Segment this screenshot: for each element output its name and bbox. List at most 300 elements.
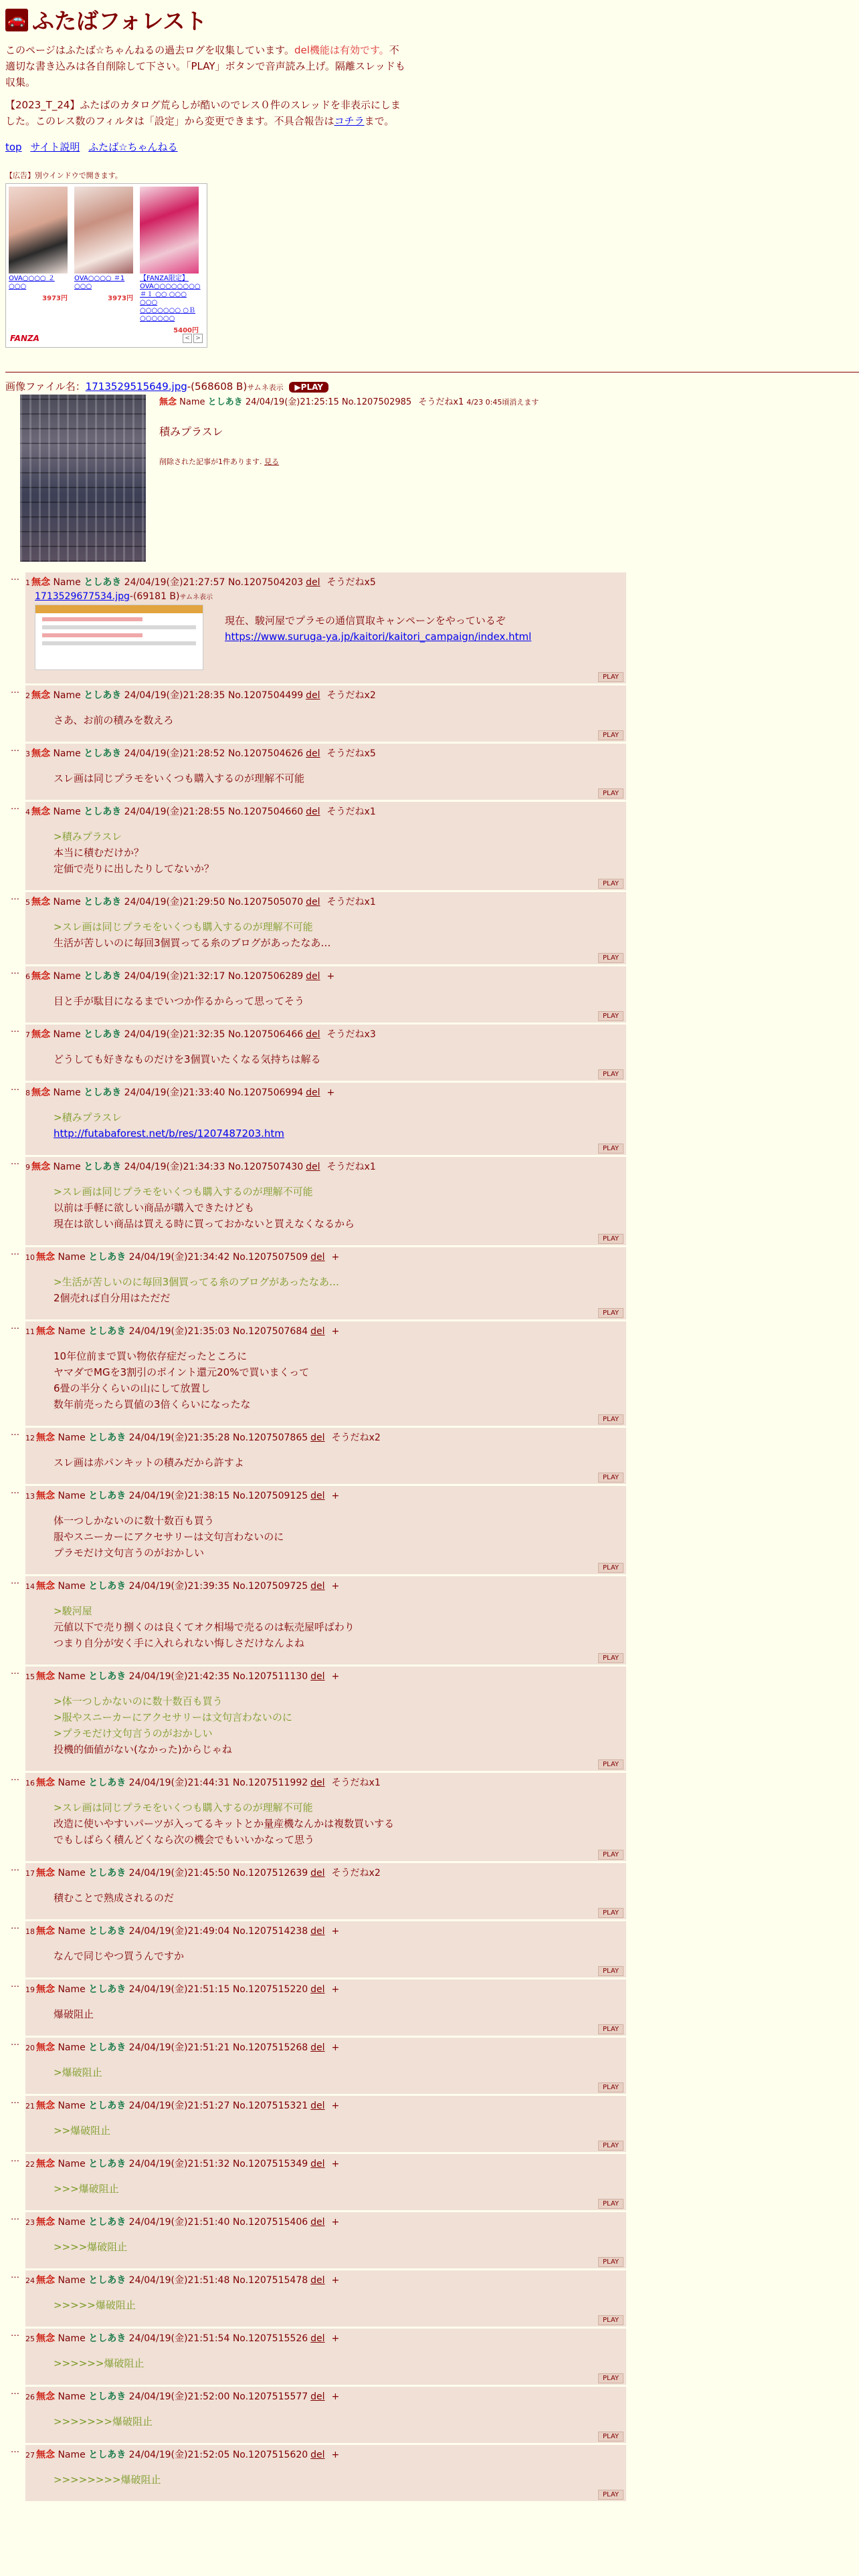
reply-header [25, 1027, 626, 1041]
text-line: 数年前売ったら買値の3倍くらいになったな [54, 1398, 251, 1410]
reply-datetime: 24/04/19(金)21:51:21 [128, 2042, 230, 2053]
reply-dots: … [11, 744, 19, 754]
name-label: Name [58, 2275, 86, 2286]
sodane-button[interactable]: そうだねx1 [326, 807, 376, 817]
op-info [159, 395, 539, 562]
reply-link[interactable]: https://www.suruga-ya.jp/kaitori/kaitori_campaign/index.html [225, 631, 532, 643]
sodane-button[interactable]: + [331, 1491, 340, 1501]
play-button[interactable]: PLAY [598, 672, 624, 682]
reply-post-no[interactable]: No.1207506466 [227, 1029, 304, 1040]
reply-dots: … [11, 2096, 19, 2106]
text-line: 爆破阻止 [54, 2008, 94, 2020]
reply-datetime: 24/04/19(金)21:51:48 [128, 2275, 230, 2286]
play-button[interactable]: PLAY [598, 1850, 624, 1860]
reply-post-no[interactable]: No.1207514238 [232, 1926, 308, 1937]
play-button[interactable]: PLAY [598, 1144, 624, 1154]
op-subject: 無念 [159, 397, 177, 407]
reply-header [25, 1160, 626, 1173]
reply-row [11, 1157, 854, 1245]
reply-datetime: 24/04/19(金)21:45:50 [128, 1868, 230, 1879]
sodane-button[interactable]: そうだねx2 [331, 1868, 381, 1879]
reply-header [25, 1579, 626, 1592]
reply-post-no[interactable]: No.1207507430 [227, 1162, 304, 1172]
play-button[interactable]: PLAY [598, 1308, 624, 1318]
play-button[interactable]: PLAY [598, 1966, 624, 1976]
ad-image[interactable] [9, 187, 68, 274]
ad-items [6, 184, 207, 337]
quote-line: >>>>>>爆破阻止 [54, 2357, 145, 2369]
reply [25, 1773, 626, 1861]
quote-line: >スレ画は同じプラモをいくつも購入するのが理解不可能 [54, 1802, 313, 1814]
reply [25, 1576, 626, 1665]
reply-file-link[interactable]: 1713529677534.jpg [35, 591, 130, 602]
text-line: 投機的価値がない(なかった)からじゃね [54, 1743, 232, 1755]
reply-post-no[interactable]: No.1207507865 [232, 1432, 308, 1443]
play-button[interactable]: PLAY [598, 730, 624, 740]
play-button[interactable]: PLAY [598, 1473, 624, 1483]
reply-post-no[interactable]: No.1207504626 [227, 748, 304, 759]
name-label: Name [58, 2101, 86, 2111]
futaba-link[interactable]: ふたば☆ちゃんねる [88, 141, 178, 153]
site-notice [5, 97, 407, 129]
sodane-button[interactable]: + [331, 2159, 340, 2169]
reply-datetime: 24/04/19(金)21:35:28 [128, 1432, 230, 1443]
reply [25, 572, 626, 683]
reply-row [11, 1773, 854, 1861]
text-line: 改造に使いやすいパーツが入ってるキットとか量産機なんかは複数買いする [54, 1818, 395, 1830]
name-label: Name [58, 1926, 86, 1937]
reply-dots: … [11, 1025, 19, 1035]
reply-header [25, 1776, 626, 1789]
notice-text-end: まで。 [364, 115, 395, 127]
del-link[interactable]: del [306, 577, 320, 588]
reply-row [11, 892, 854, 964]
reply-datetime: 24/04/19(金)21:32:35 [124, 1029, 225, 1040]
reply-datetime: 24/04/19(金)21:49:04 [128, 1926, 230, 1937]
reply-number: 23 [25, 2218, 35, 2227]
del-link[interactable]: del [310, 2159, 325, 2169]
reply-body [54, 712, 626, 728]
sodane-button[interactable]: + [331, 2333, 340, 2344]
reply-subject: 無念 [36, 1868, 55, 1879]
text-line: ヤマダでMGを3割引のポイント還元20%で買いまくって [54, 1366, 310, 1378]
reply-body [54, 2472, 626, 2488]
reply-header [25, 895, 626, 908]
site-title: ふたばフォレスト [32, 8, 207, 34]
reply-link[interactable]: http://futabaforest.net/b/res/1207487203.htm [54, 1128, 284, 1140]
del-link[interactable]: del [310, 2333, 325, 2344]
reply-dots: … [11, 2270, 19, 2280]
reply-row [11, 2038, 854, 2094]
del-link[interactable]: del [306, 1087, 320, 1098]
reply-body [54, 2064, 626, 2080]
play-button[interactable]: PLAY [598, 2024, 624, 2034]
image-line [42, 625, 196, 629]
reply-file-line [35, 591, 213, 602]
play-button[interactable]: PLAY [598, 2315, 624, 2325]
ad-prev-button[interactable]: < [183, 334, 192, 343]
ad-item-name[interactable]: 【FANZA限定】OVA○○○○○○○○＃１ ○○ ○○○ ○○○ ○○○○○○○ ○Ｂ○○○○○○ [140, 275, 201, 322]
reply-post-no[interactable]: No.1207506994 [227, 1087, 304, 1098]
name-label: Name [53, 1087, 81, 1098]
quote-line: >生活が苦しいのに毎回3個買ってる糸のブログがあったなあ… [54, 1276, 339, 1288]
deleted-note [159, 456, 539, 467]
name-label: Name [58, 1252, 86, 1263]
sodane-button[interactable]: + [331, 2042, 340, 2053]
reply-number: 27 [25, 2451, 35, 2460]
sodane-button[interactable]: + [331, 2391, 340, 2402]
quote-line: >駿河屋 [54, 1605, 92, 1617]
play-button[interactable]: PLAY [598, 1069, 624, 1079]
reply-body [54, 829, 626, 877]
reply-name: としあき [84, 1162, 122, 1172]
del-link[interactable]: del [306, 897, 320, 907]
reply-row [11, 1025, 854, 1081]
reply-post-no[interactable]: No.1207511130 [232, 1671, 308, 1682]
quote-line: >スレ画は同じプラモをいくつも購入するのが理解不可能 [54, 1186, 313, 1198]
reply-number: 18 [25, 1927, 35, 1936]
file-label: 画像ファイル名： [5, 381, 86, 393]
reply-header [25, 2448, 626, 2461]
play-button[interactable]: PLAY [598, 2082, 624, 2092]
ad-image[interactable] [74, 187, 133, 274]
reply-name: としあき [84, 577, 122, 588]
reply-datetime: 24/04/19(金)21:52:05 [128, 2450, 230, 2460]
show-deleted-link[interactable]: 見る [264, 457, 279, 466]
reply-body [54, 1890, 626, 1906]
reply-subject: 無念 [31, 897, 50, 907]
reply [25, 2387, 626, 2443]
text-line: 定価で売りに出したりしてないか？ [54, 863, 215, 875]
name-label: Name [53, 748, 81, 759]
play-button[interactable]: PLAY [598, 1653, 624, 1663]
reply-subject: 無念 [31, 1162, 50, 1172]
reply-post-no[interactable]: No.1207515268 [232, 2042, 308, 2053]
name-label: Name [58, 2450, 86, 2460]
op-file-link[interactable]: 1713529515649.jpg [85, 381, 187, 393]
reply-body [54, 1693, 626, 1757]
text-line: プラモだけ文句言うのがおかしい [54, 1547, 205, 1559]
sodane-button[interactable]: そうだねx2 [326, 690, 376, 701]
del-link[interactable]: del [310, 1581, 325, 1592]
reply-row [11, 1321, 854, 1426]
reply-post-no[interactable]: No.1207504499 [227, 690, 304, 701]
sodane-button[interactable]: + [331, 1252, 340, 1263]
reply-dots: … [11, 2154, 19, 2164]
sodane-button[interactable]: そうだねx1 [326, 1162, 376, 1172]
reply-number: 6 [25, 972, 30, 981]
play-button[interactable]: PLAY [598, 788, 624, 798]
reply-post-no[interactable]: No.1207507684 [232, 1326, 308, 1337]
reply-body [54, 1455, 626, 1471]
del-link[interactable]: del [310, 1432, 325, 1443]
reply [25, 1083, 626, 1155]
reply-header [25, 1982, 626, 1996]
sodane-button[interactable]: そうだねx5 [326, 577, 376, 588]
reply-row [11, 2096, 854, 2152]
reply-number: 19 [25, 1985, 35, 1994]
play-button[interactable]: PLAY [598, 1759, 624, 1769]
reply-datetime: 24/04/19(金)21:51:54 [128, 2333, 230, 2344]
reply-subject: 無念 [36, 1778, 55, 1788]
reply-post-no[interactable]: No.1207512639 [232, 1868, 308, 1879]
text-line: 目と手が駄目になるまでいつか作るからって思ってそう [54, 995, 305, 1007]
del-link[interactable]: del [306, 1162, 320, 1172]
play-button[interactable]: PLAY [598, 1414, 624, 1424]
sodane-button[interactable]: + [326, 1087, 335, 1098]
play-button[interactable]: PLAY [598, 1011, 624, 1021]
reply-subject: 無念 [36, 2217, 55, 2228]
reply-post-no[interactable]: No.1207505070 [227, 897, 304, 907]
name-label: Name [58, 2333, 86, 2344]
play-button[interactable]: PLAY [598, 1234, 624, 1244]
ad-item-price: 3973円 [42, 295, 68, 302]
reply-name: としあき [88, 1926, 126, 1937]
reply-post-no[interactable]: No.1207515220 [232, 1984, 308, 1995]
bug-report-link[interactable]: コチラ [334, 115, 365, 127]
reply-datetime: 24/04/19(金)21:27:57 [124, 577, 225, 588]
ad-item[interactable] [9, 187, 68, 334]
sodane-button[interactable]: そうだねx2 [331, 1432, 381, 1443]
reply-header [25, 2040, 626, 2054]
reply [25, 2154, 626, 2210]
reply-post-no[interactable]: No.1207504203 [227, 577, 304, 588]
play-button[interactable]: PLAY [598, 2432, 624, 2442]
ad-item[interactable] [74, 187, 133, 334]
sodane-button[interactable]: + [331, 1671, 340, 1682]
sodane-button[interactable]: + [331, 2217, 340, 2228]
play-button[interactable]: PLAY [598, 1563, 624, 1573]
name-label: Name [58, 1671, 86, 1682]
reply-row [11, 685, 854, 742]
ad-item[interactable] [140, 187, 199, 334]
reply-datetime: 24/04/19(金)21:38:15 [128, 1491, 230, 1501]
reply-subject: 無念 [31, 748, 50, 759]
play-button[interactable]: PLAY [598, 2199, 624, 2209]
reply-subject: 無念 [36, 2333, 55, 2344]
reply-number: 20 [25, 2044, 35, 2052]
reply-datetime: 24/04/19(金)21:52:00 [128, 2391, 230, 2402]
del-link[interactable]: del [306, 748, 320, 759]
text-line: どうしても好きなものだけを3個買いたくなる気持ちは解る [54, 1053, 321, 1065]
op-file-line [5, 379, 854, 393]
del-link[interactable]: del [310, 1868, 325, 1879]
sodane-button[interactable]: そうだねx1 [326, 897, 376, 907]
site-header [5, 4, 854, 35]
del-link[interactable]: del [310, 1326, 325, 1337]
del-link[interactable]: del [310, 1491, 325, 1501]
reply-row [11, 1576, 854, 1665]
name-label: Name [58, 1432, 86, 1443]
del-link[interactable]: del [310, 1984, 325, 1995]
sodane-button[interactable]: + [326, 971, 335, 982]
reply-body [54, 1603, 626, 1651]
del-link[interactable]: del [310, 2275, 325, 2286]
reply-number: 1 [25, 578, 30, 587]
reply-post-no[interactable]: No.1207511992 [232, 1778, 308, 1788]
sodane-button[interactable]: そうだねx1 [331, 1778, 381, 1788]
play-button[interactable]: PLAY [598, 879, 624, 889]
op-post [5, 395, 854, 562]
sodane-button[interactable]: + [331, 1926, 340, 1937]
del-link[interactable]: del [310, 2217, 325, 2228]
reply-post-no[interactable]: No.1207509125 [232, 1491, 308, 1501]
reply-post-no[interactable]: No.1207515478 [232, 2275, 308, 2286]
sodane-button[interactable]: + [331, 2275, 340, 2286]
reply-image[interactable] [35, 605, 203, 670]
reply-name: としあき [88, 1252, 126, 1263]
op-expire: 4/23 0:45頃消えます [466, 398, 539, 407]
reply-post-no[interactable]: No.1207506289 [227, 971, 304, 982]
top-link[interactable]: top [5, 141, 22, 153]
play-button[interactable]: PLAY [598, 2141, 624, 2151]
reply-number: 15 [25, 1673, 35, 1681]
sodane-button[interactable]: そうだねx5 [326, 748, 376, 759]
del-link[interactable]: del [306, 807, 320, 817]
quote-line: >積みプラスレ [54, 831, 122, 843]
sodane-button[interactable]: + [331, 1326, 340, 1337]
reply-dots: … [11, 1979, 19, 1990]
reply-post-no[interactable]: No.1207509725 [232, 1581, 308, 1592]
op-sodane[interactable]: そうだねx1 [418, 397, 464, 407]
del-link[interactable]: del [310, 1926, 325, 1937]
sodane-button[interactable]: + [331, 2450, 340, 2460]
name-label: Name [53, 1162, 81, 1172]
quote-line: >>>>>爆破阻止 [54, 2299, 136, 2311]
reply-row [11, 2270, 854, 2327]
text-line: 以前は手軽に欲しい商品が購入できたけども [54, 1202, 255, 1214]
reply-post-no[interactable]: No.1207515526 [232, 2333, 308, 2344]
del-link[interactable]: del [310, 1778, 325, 1788]
name-label: Name [58, 1491, 86, 1501]
reply-post-no[interactable]: No.1207504660 [227, 807, 304, 817]
fanza-logo: FANZA [10, 334, 39, 343]
reply [25, 2038, 626, 2094]
site-guide-link[interactable]: サイト説明 [30, 141, 80, 153]
reply-name: としあき [84, 897, 122, 907]
op-play-button[interactable]: ▶PLAY [289, 382, 328, 393]
del-link[interactable]: del [310, 2101, 325, 2111]
reply-number: 7 [25, 1031, 30, 1039]
play-button[interactable]: PLAY [598, 2490, 624, 2500]
reply-post-no[interactable]: No.1207515620 [232, 2450, 308, 2460]
reply-dots: … [11, 1428, 19, 1438]
reply-body [54, 1109, 626, 1142]
text-line: 現在、駿河屋でプラモの通信買取キャンペーンをやっているぞ [225, 615, 506, 627]
text-line: 生活が苦しいのに毎回3個買ってる糸のブログがあったなあ… [54, 937, 331, 949]
sodane-button[interactable]: + [331, 1984, 340, 1995]
reply-subject: 無念 [36, 1926, 55, 1937]
op-name: としあき [207, 397, 243, 407]
reply-body [54, 1948, 626, 1964]
quote-line: >>爆破阻止 [54, 2125, 111, 2137]
ad-next-button[interactable]: > [193, 334, 203, 343]
reply-post-no[interactable]: No.1207515321 [232, 2101, 308, 2111]
reply-dots: … [11, 572, 19, 582]
reply-header [25, 2389, 626, 2403]
image-line [42, 633, 142, 637]
reply-row [11, 2387, 854, 2443]
reply-number: 24 [25, 2276, 35, 2285]
reply-dots: … [11, 802, 19, 812]
reply-header [25, 2273, 626, 2286]
play-button[interactable]: PLAY [598, 1908, 624, 1918]
sodane-button[interactable]: + [331, 2101, 340, 2111]
ad-label: 【広告】別ウインドウで開きます。 [5, 171, 122, 180]
reply [25, 1247, 626, 1319]
ad-item-name[interactable]: OVA○○○○ ＃1 ○○○ [74, 275, 125, 290]
reply-number: 21 [25, 2102, 35, 2111]
reply-name: としあき [84, 971, 122, 982]
del-link[interactable]: del [310, 2450, 325, 2460]
reply-header [25, 1324, 626, 1337]
reply-row [11, 1083, 854, 1155]
reply-dots: … [11, 1667, 19, 1677]
text-line: つまり自分が安く手に入れられない悔しさだけなんよね [54, 1637, 305, 1649]
reply-dots: … [11, 685, 19, 695]
reply-row [11, 2329, 854, 2385]
text-line: 元値以下で売り捌くのは良くてオク相場で売るのは転売屋呼ばわり [54, 1621, 355, 1633]
image-line [42, 617, 142, 621]
reply-name: としあき [84, 807, 122, 817]
reply [25, 966, 626, 1023]
reply-name: としあき [88, 2101, 126, 2111]
reply-name: としあき [88, 2391, 126, 2402]
del-link[interactable]: del [310, 1252, 325, 1263]
play-button[interactable]: PLAY [598, 2257, 624, 2267]
reply-post-no[interactable]: No.1207515349 [232, 2159, 308, 2169]
reply [25, 1025, 626, 1081]
reply-name: としあき [88, 2450, 126, 2460]
sodane-button[interactable]: + [331, 1581, 340, 1592]
op-number[interactable]: No.1207502985 [341, 397, 412, 407]
desc-del-text: del機能は有効です。 [294, 44, 389, 56]
reply-name: としあき [88, 1868, 126, 1879]
desc-text: このページはふたば☆ちゃんねるの過去ログを収集しています。 [5, 44, 294, 56]
del-link[interactable]: del [306, 690, 320, 701]
ad-image[interactable] [140, 187, 199, 274]
quote-line: >>>爆破阻止 [54, 2183, 119, 2195]
reply-header [25, 1489, 626, 1502]
play-button[interactable]: PLAY [598, 953, 624, 963]
reply-dots: … [11, 2038, 19, 2048]
ad-item-name[interactable]: OVA○○○○ ２ ○○○ [9, 275, 55, 290]
sodane-button[interactable]: そうだねx3 [326, 1029, 376, 1040]
text-line: 服やスニーカーにアクセサリーは文句言わないのに [54, 1531, 284, 1543]
reply [25, 2329, 626, 2385]
name-label: Name [58, 1984, 86, 1995]
del-link[interactable]: del [310, 1671, 325, 1682]
del-link[interactable]: del [310, 2042, 325, 2053]
ad-nav [183, 334, 203, 343]
ad-banner[interactable] [5, 183, 207, 348]
reply-post-no[interactable]: No.1207515406 [232, 2217, 308, 2228]
reply-post-no[interactable]: No.1207515577 [232, 2391, 308, 2402]
reply-subject: 無念 [36, 2450, 55, 2460]
reply-post-no[interactable]: No.1207507509 [232, 1252, 308, 1263]
play-button[interactable]: PLAY [598, 2373, 624, 2383]
reply-number: 10 [25, 1253, 35, 1262]
del-link[interactable]: del [306, 1029, 320, 1040]
text-line: 体一つしかないのに数十数百も買う [54, 1515, 215, 1527]
reply-header [25, 746, 626, 760]
del-link[interactable]: del [310, 2391, 325, 2402]
op-image[interactable] [20, 395, 146, 562]
del-link[interactable]: del [306, 971, 320, 982]
reply-name: としあき [88, 2042, 126, 2053]
reply-body [54, 1348, 626, 1412]
reply-body [54, 1800, 626, 1848]
